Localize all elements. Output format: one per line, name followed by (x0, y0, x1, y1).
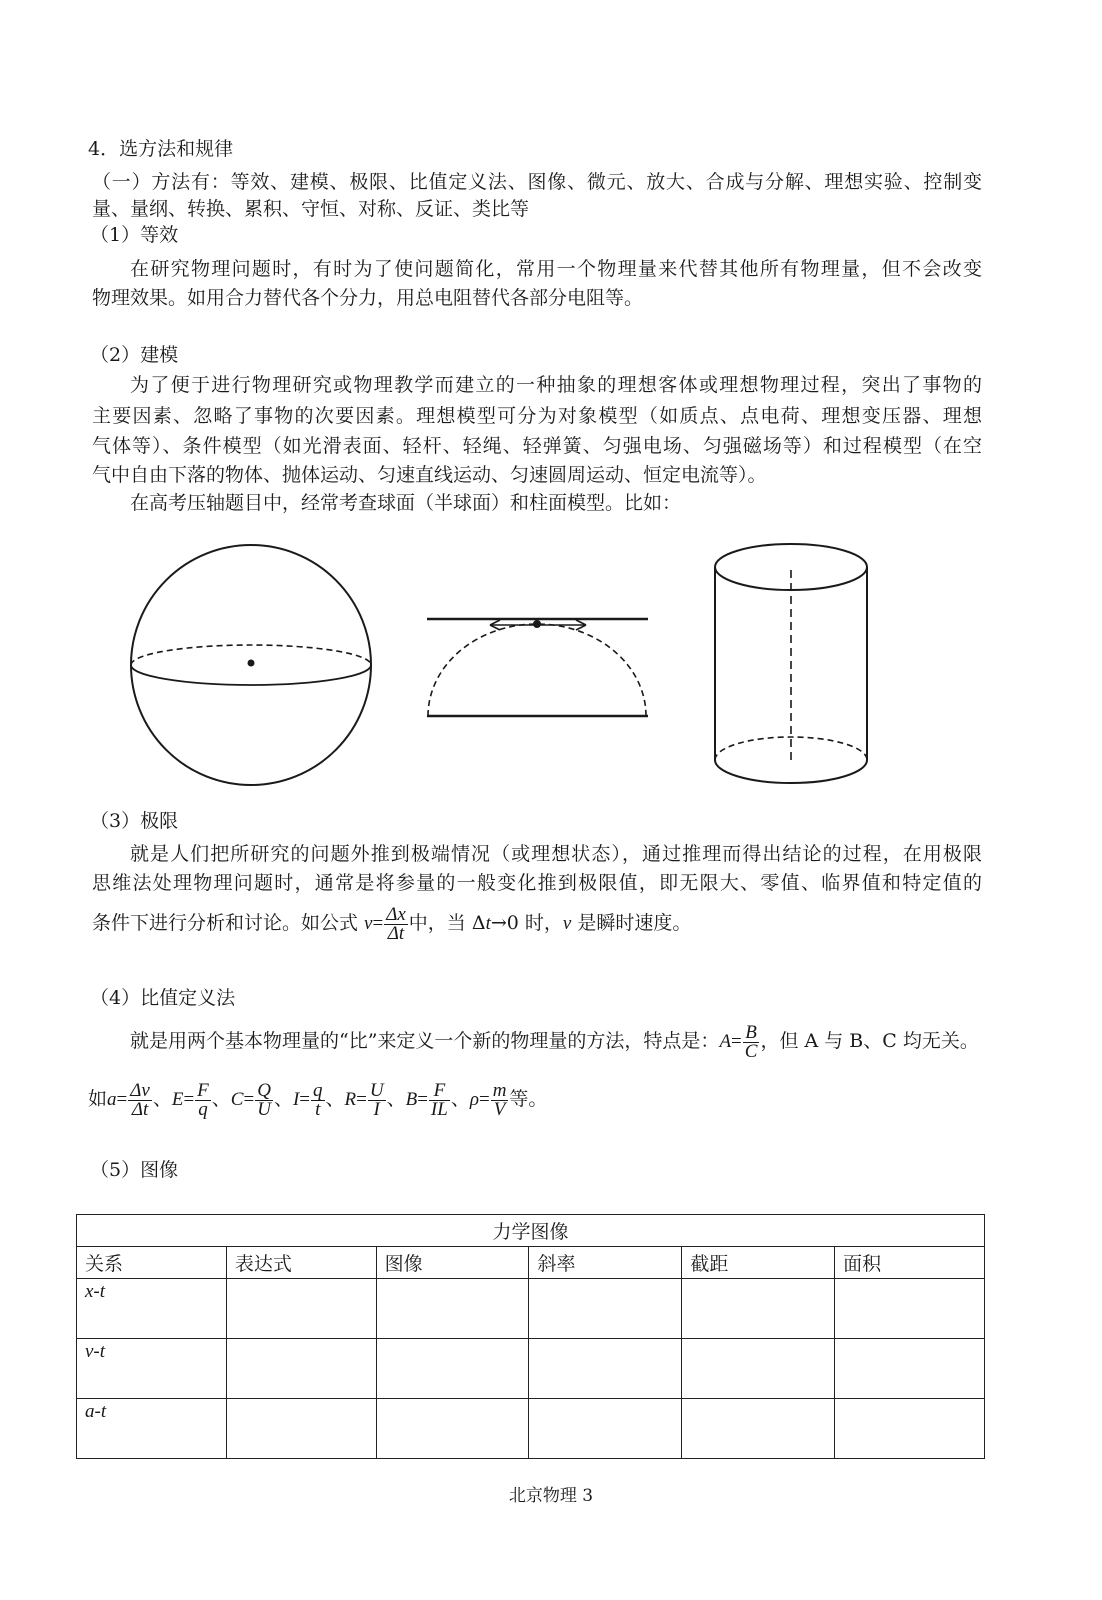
examples-suffix: 等。 (509, 1088, 548, 1110)
fraction-denominator: q (198, 1098, 208, 1120)
table-title: 力学图像 (77, 1215, 985, 1247)
row-label-x-t: x-t (77, 1279, 227, 1339)
table-cell[interactable] (376, 1279, 529, 1339)
example-lhs: I (292, 1089, 300, 1110)
table-cell[interactable] (529, 1339, 682, 1399)
separator: 、 (273, 1088, 293, 1110)
cylinder-figure (715, 544, 867, 783)
fraction-numerator: Δv (130, 1079, 150, 1101)
example-fraction (429, 1079, 450, 1120)
modeling-line-4: 气中自由下落的物体、抛体运动、匀速直线运动、匀速圆周运动、恒定电流等）。 (92, 464, 767, 486)
equals-sign: = (356, 1089, 367, 1110)
fraction-dx-dt: $\frac{\Delta x}{\Delta t}$ (386, 903, 406, 944)
separator: 、 (450, 1088, 470, 1110)
fraction-denominator: V (493, 1098, 506, 1120)
example-lhs: a (107, 1089, 117, 1110)
limit-line-2: 思维法处理物理问题时，通常是将参量的一般变化推到极限值，即无限大、零值、临界值和特定值的 (92, 872, 982, 894)
fraction-denominator: U (257, 1098, 271, 1120)
heading-modeling: （2）建模 (90, 344, 179, 366)
row-label-v-t: v-t (77, 1339, 227, 1399)
example-fraction (311, 1079, 325, 1120)
fraction-numerator: F (429, 1082, 450, 1101)
fraction-numerator: F (197, 1079, 209, 1101)
var-v-2: v (562, 913, 572, 934)
sphere-figure (131, 545, 371, 785)
example-fraction (491, 1079, 509, 1120)
examples-list (107, 1079, 509, 1120)
heading-graphs: （5）图像 (90, 1159, 179, 1181)
equivalence-line-1: 在研究物理问题时，有时为了使问题简化，常用一个物理量来代替其他所有物理量，但不会改变 (130, 258, 982, 280)
section-title: 4．选方法和规律 (88, 138, 234, 160)
equals-sign: = (417, 1089, 428, 1110)
table-cell[interactable] (529, 1279, 682, 1339)
table-cell[interactable] (376, 1339, 529, 1399)
example-lhs: ρ (469, 1089, 479, 1110)
table-row (77, 1399, 985, 1459)
var-t: t (485, 913, 491, 934)
ratio-example (405, 1079, 451, 1120)
col-header-expression: 表达式 (226, 1247, 376, 1279)
limit-line-1: 就是人们把所研究的问题外推到极端情况（或理想状态），通过推理而得出结论的过程，在用极限 (130, 843, 982, 865)
modeling-line-1: 为了便于进行物理研究或物理教学而建立的一种抽象的理想客体或理想物理过程，突出了事物的 (130, 374, 982, 396)
var-A: A (719, 1031, 732, 1052)
table-cell[interactable] (682, 1399, 835, 1459)
col-header-slope: 斜率 (529, 1247, 682, 1279)
separator: 、 (211, 1088, 231, 1110)
table-cell[interactable] (835, 1279, 985, 1339)
equals-sign: = (243, 1089, 255, 1110)
separator: 、 (325, 1088, 345, 1110)
example-fraction (255, 1079, 273, 1120)
table-cell[interactable] (835, 1339, 985, 1399)
table-row (77, 1279, 985, 1339)
col-header-graph: 图像 (376, 1247, 529, 1279)
modeling-line-5: 在高考压轴题目中，经常考查球面（半球面）和柱面模型。比如： (130, 492, 682, 514)
methods-line-2: 量、量纲、转换、累积、守恒、对称、反证、类比等 (92, 198, 530, 220)
heading-limit: （3）极限 (90, 810, 179, 832)
limit-arrow: →0 时， (490, 912, 563, 934)
heading-ratio-definition: （4）比值定义法 (90, 987, 236, 1009)
fraction-denominator: t (315, 1098, 321, 1120)
example-fraction (128, 1079, 152, 1120)
equivalence-line-2: 物理效果。如用合力替代各个分力，用总电阻替代各部分电阻等。 (92, 287, 644, 309)
ratio-example (107, 1079, 153, 1120)
example-lhs: R (344, 1089, 357, 1110)
ratio-line-1-text: 就是用两个基本物理量的“比”来定义一个新的物理量的方法，特点是： (130, 1030, 720, 1052)
page-footer: 北京物理 3 (508, 1486, 594, 1506)
example-fraction (368, 1079, 386, 1120)
col-header-area: 面积 (835, 1247, 985, 1279)
equals-sign: = (299, 1089, 310, 1110)
equals-sign: = (731, 1031, 742, 1052)
table-cell[interactable] (835, 1399, 985, 1459)
limit-line-3-mid: 中，当 Δ (408, 912, 486, 934)
col-header-relation: 关系 (77, 1247, 227, 1279)
example-lhs: E (171, 1089, 184, 1110)
example-lhs: B (405, 1089, 418, 1110)
ratio-example (469, 1079, 510, 1120)
fraction-denominator: IL (430, 1098, 448, 1120)
ratio-example (344, 1079, 387, 1120)
heading-equivalence: （1）等效 (90, 224, 179, 246)
table-cell[interactable] (682, 1279, 835, 1339)
var-v: v (364, 913, 373, 934)
table-cell[interactable] (226, 1279, 376, 1339)
ratio-example (171, 1079, 212, 1120)
ratio-line-1-post: ，但 A 与 B、C 均无关。 (760, 1030, 979, 1052)
limit-line-3-end: 是瞬时速度。 (571, 912, 692, 934)
example-lhs: C (230, 1089, 244, 1110)
col-header-intercept: 截距 (682, 1247, 835, 1279)
modeling-line-2: 主要因素、忽略了事物的次要因素。理想模型可分为对象模型（如质点、点电荷、理想变压器、理想 (92, 405, 982, 427)
limit-line-3 (92, 904, 691, 943)
table-row (77, 1339, 985, 1399)
ratio-example (230, 1079, 274, 1120)
table-cell[interactable] (682, 1339, 835, 1399)
fraction-denominator: Δt (131, 1098, 149, 1120)
examples-prefix: 如 (88, 1088, 108, 1110)
fraction-numerator: m (492, 1079, 507, 1101)
equals-sign: = (183, 1089, 195, 1110)
fraction-b-c: $\frac{B}{C}$ (744, 1021, 758, 1062)
table-cell[interactable] (376, 1399, 529, 1459)
modeling-line-3: 气体等）、条件模型（如光滑表面、轻杆、轻绳、轻弹簧、匀强电场、匀强磁场等）和过程模型（在空 (92, 435, 982, 457)
separator: 、 (152, 1088, 172, 1110)
table-cell[interactable] (529, 1399, 682, 1459)
separator: 、 (386, 1088, 406, 1110)
ratio-examples (88, 1079, 547, 1120)
methods-line-1: （一）方法有：等效、建模、极限、比值定义法、图像、微元、放大、合成与分解、理想实验、控制变 (92, 171, 982, 193)
equals-sign: = (116, 1089, 128, 1110)
row-label-a-t: a-t (77, 1399, 227, 1459)
fraction-numerator: U (369, 1079, 384, 1101)
hemisphere-figure (427, 619, 648, 716)
equals-sign: = (478, 1089, 490, 1110)
ratio-example (292, 1079, 326, 1120)
table-cell[interactable] (226, 1399, 376, 1459)
limit-line-3-text: 条件下进行分析和讨论。如公式 (92, 912, 365, 934)
ratio-line-1 (130, 1022, 979, 1061)
equals-sign: = (372, 913, 384, 934)
fraction-numerator: q (313, 1079, 323, 1101)
fraction-numerator: Q (257, 1079, 271, 1101)
mechanics-graph-table (76, 1214, 985, 1459)
table-cell[interactable] (226, 1339, 376, 1399)
fraction-denominator: I (373, 1098, 380, 1120)
example-fraction (195, 1079, 211, 1120)
